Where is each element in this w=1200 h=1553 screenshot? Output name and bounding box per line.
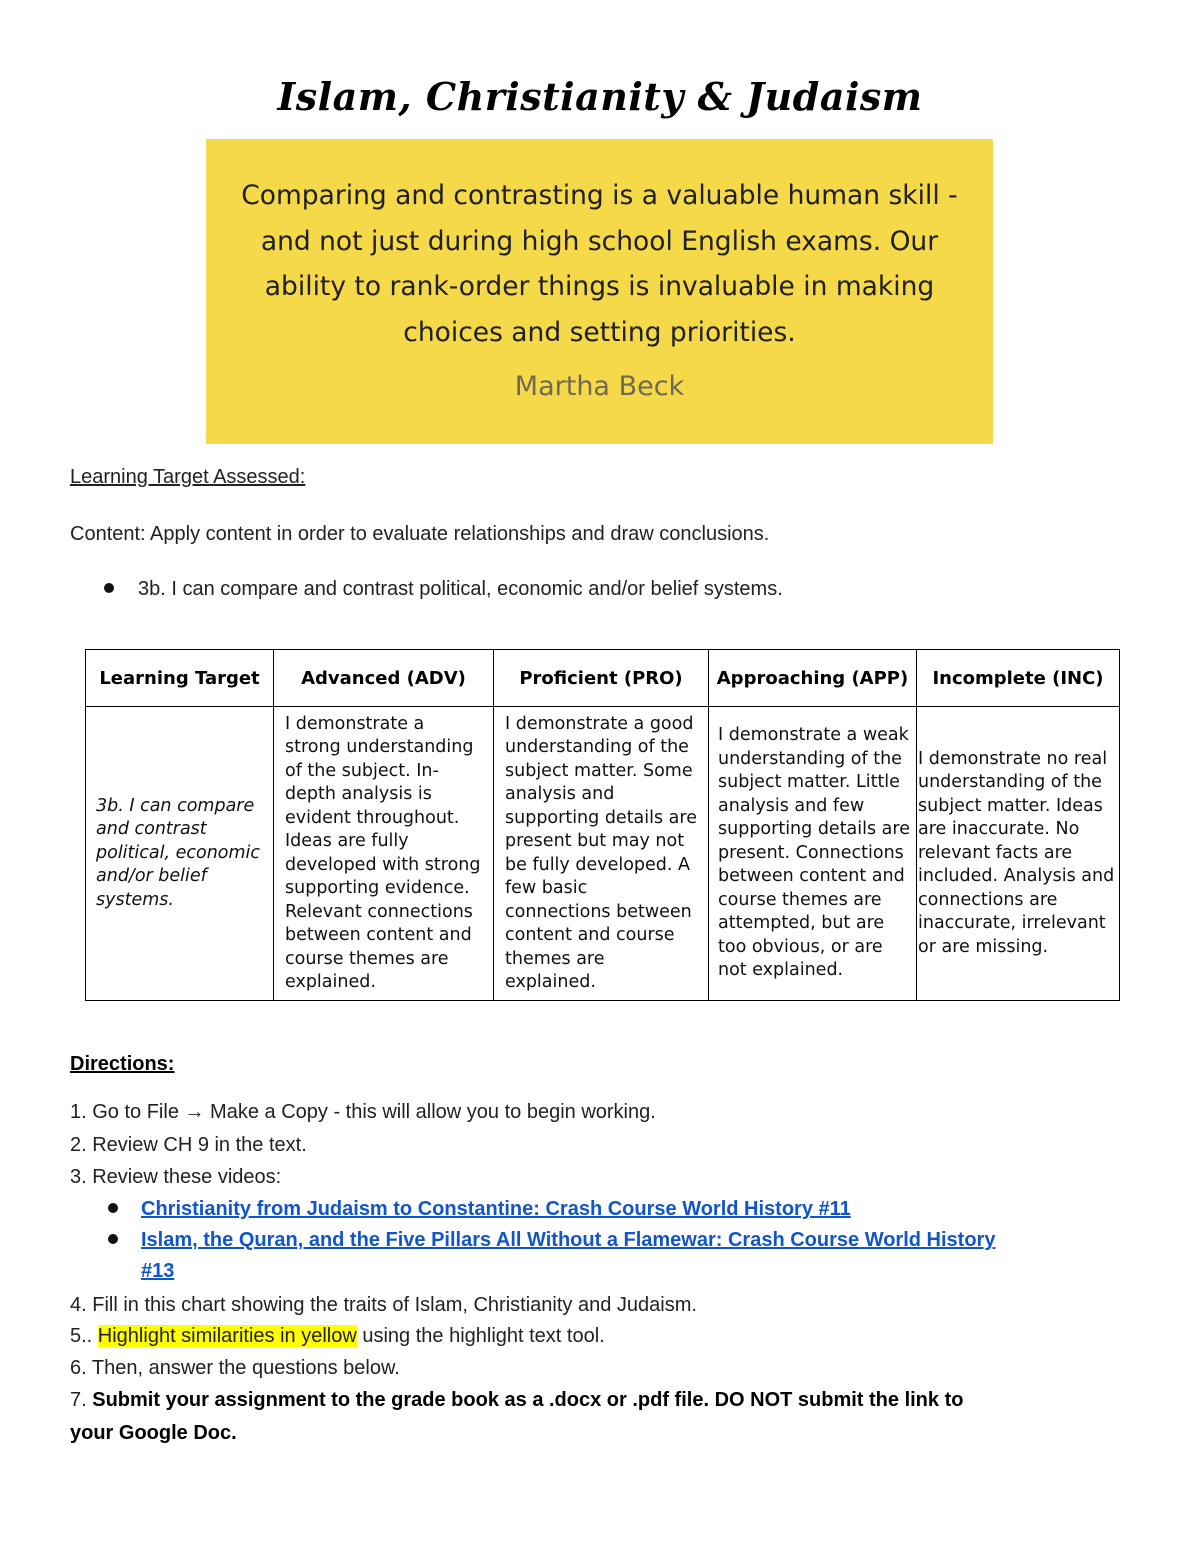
video-link-christianity[interactable]: Christianity from Judaism to Constantine: Crash Course World History #11 xyxy=(141,1198,851,1220)
direction-step-3: 3. Review these videos: xyxy=(70,1166,282,1188)
video-link-islam-cont[interactable]: #13 xyxy=(141,1260,175,1282)
rubric-cell-proficient: I demonstrate a good understanding of the subject matter. Some analysis and supporting details are present but may not be fully developed. A few basic connections between content and course themes are explained. xyxy=(494,707,709,1001)
direction-step-6: 6. Then, answer the questions below. xyxy=(70,1357,400,1379)
rubric-header-row xyxy=(86,650,1120,707)
quote-box xyxy=(206,139,993,444)
rubric-cell-incomplete: I demonstrate no real understanding of the subject matter. Ideas are inaccurate. No relevant facts are included. Analysis and connections are inaccurate, irrelevant or are missing. xyxy=(917,707,1120,1001)
rubric-header-proficient: Proficient (PRO) xyxy=(494,650,709,707)
learning-target-heading: Learning Target Assessed: xyxy=(70,466,306,488)
direction-step-2: 2. Review CH 9 in the text. xyxy=(70,1134,307,1156)
learning-target-bullet xyxy=(104,578,783,601)
direction-step-4: 4. Fill in this chart showing the traits of Islam, Christianity and Judaism. xyxy=(70,1294,697,1316)
direction-step-7-line1: Submit your assignment to the grade book as a .docx or .pdf file. DO NOT submit the link to xyxy=(92,1389,964,1411)
directions-heading: Directions: xyxy=(70,1053,175,1075)
direction-step-1: 1. Go to File → Make a Copy - this will allow you to begin working. xyxy=(70,1101,656,1123)
bullet-icon xyxy=(108,1234,118,1244)
rubric-table xyxy=(85,649,1120,1001)
video-link-item-2 xyxy=(108,1229,995,1252)
bullet-icon xyxy=(104,583,114,593)
rubric-cell-target: 3b. I can compare and contrast political, economic and/or belief systems. xyxy=(86,707,274,1001)
rubric-header-incomplete: Incomplete (INC) xyxy=(917,650,1120,707)
direction-step-5 xyxy=(70,1325,605,1348)
rubric-cell-advanced: I demonstrate a strong understanding of the subject. In-depth analysis is evident throughout. Ideas are fully developed with strong supporting evidence. Relevant connections between content and course themes are explained. xyxy=(274,707,494,1001)
video-link-islam[interactable]: Islam, the Quran, and the Five Pillars All Without a Flamewar: Crash Course World History xyxy=(141,1229,996,1251)
direction-step-7-line2: your Google Doc. xyxy=(70,1422,237,1444)
video-link-item-2-cont xyxy=(141,1260,174,1283)
rubric-header-advanced: Advanced (ADV) xyxy=(274,650,494,707)
bullet-icon xyxy=(108,1203,118,1213)
quote-author: Martha Beck xyxy=(514,371,685,402)
video-link-item-1 xyxy=(108,1198,851,1221)
document-title: Islam, Christianity & Judaism xyxy=(277,74,923,119)
direction-step-5-prefix: 5.. xyxy=(70,1325,98,1347)
quote-text: Comparing and contrasting is a valuable human skill - and not just during high school English exams. Our ability to rank-order things is invaluable in making choices and setting priorities. xyxy=(241,180,958,348)
rubric-cell-approaching: I demonstrate a weak understanding of the subject matter. Little analysis and few supporting details are present. Connections between content and course themes are attempted, but are too obvious, or are not explained. xyxy=(709,707,917,1001)
direction-step-7-prefix: 7. xyxy=(70,1389,93,1411)
learning-target-content: Content: Apply content in order to evaluate relationships and draw conclusions. xyxy=(70,523,770,545)
direction-step-7 xyxy=(70,1389,1140,1412)
learning-target-bullet-text: 3b. I can compare and contrast political, economic and/or belief systems. xyxy=(138,578,783,600)
rubric-header-target: Learning Target xyxy=(86,650,274,707)
direction-step-5-suffix: using the highlight text tool. xyxy=(356,1325,605,1347)
rubric-row xyxy=(86,707,1120,1001)
direction-step-5-highlight: Highlight similarities in yellow xyxy=(97,1325,357,1347)
rubric-header-approaching: Approaching (APP) xyxy=(709,650,917,707)
